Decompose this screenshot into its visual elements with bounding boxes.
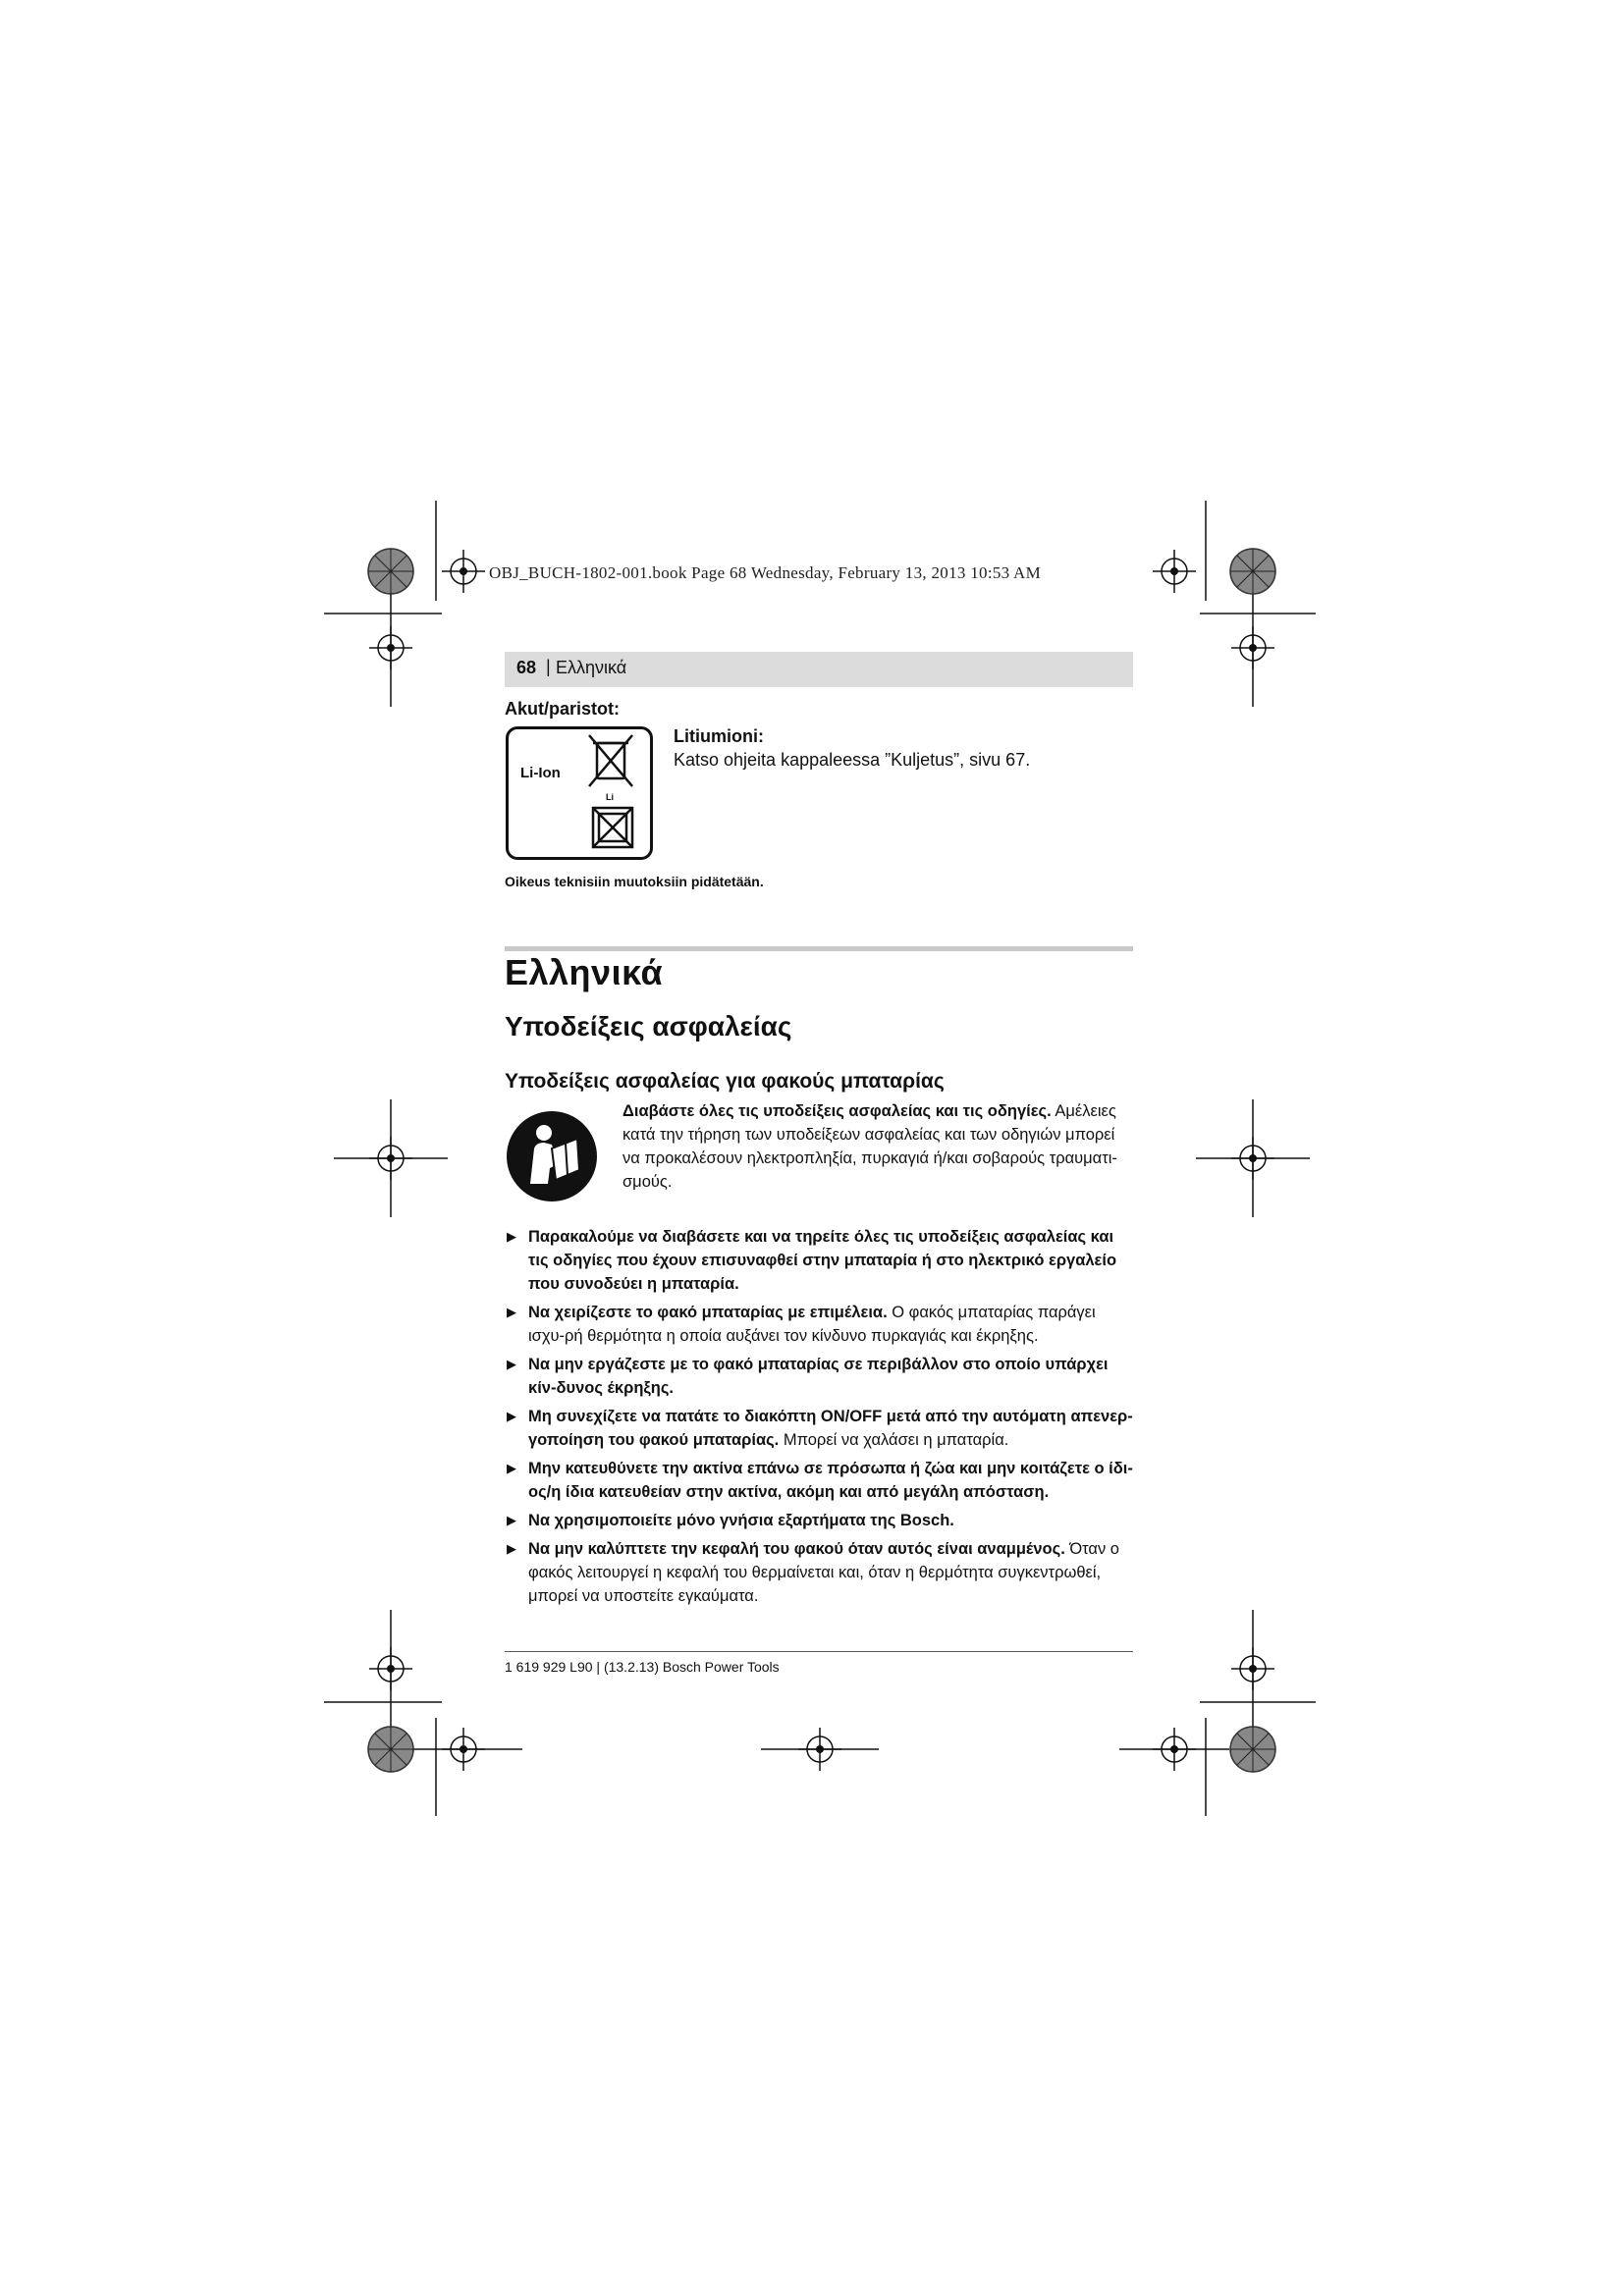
read-manual-icon <box>505 1109 599 1203</box>
rights-notice: Oikeus teknisiin muutoksiin pidätetään. <box>505 874 764 889</box>
bullet-arrow-icon: ▶ <box>507 1357 516 1371</box>
bullet-arrow-icon: ▶ <box>507 1409 516 1423</box>
bullet-arrow-icon: ▶ <box>507 1305 516 1319</box>
bullet-text: Όταν ο φακός λειτουργεί η κεφαλή του θερμαίνεται και, όταν η θερμότητα συγκεντρωθεί, μπορεί να υποστείτε εγκαύματα. <box>528 1540 1119 1605</box>
liion-recycling-icon <box>506 726 653 860</box>
print-header: OBJ_BUCH-1802-001.book Page 68 Wednesday, February 13, 2013 10:53 AM <box>489 563 1042 582</box>
read-instructions-text: Αμέλειες κατά την τήρηση των υποδείξεων ασφαλείας και των οδηγιών μπορεί να προκαλέσουν ηλεκτροπληξία, πυρκαγιά ή/και σοβαρούς τραυματι-σμούς. <box>623 1102 1117 1191</box>
bullet-item <box>505 1225 1133 1296</box>
bullet-arrow-icon: ▶ <box>507 1541 516 1556</box>
lithium-title: Litiumioni: <box>674 726 764 746</box>
bullet-bold: Να μην εργάζεστε με το φακό μπαταρίας σε περιβάλλον στο οποίο υπάρχει κίν-δυνος έκρηξης. <box>528 1356 1109 1397</box>
bullet-bold: Να χειρίζεστε το φακό μπαταρίας με επιμέλεια. <box>528 1304 888 1321</box>
bullet-item <box>505 1405 1133 1452</box>
safety-bullets <box>505 1225 1133 1613</box>
footer-rule <box>505 1651 1133 1652</box>
bullet-bold: Μην κατευθύνετε την ακτίνα επάνω σε πρόσωπα ή ζώα και μην κοιτάζετε ο ίδι-ος/η ίδια κατευθείαν στην ακτίνα, ακόμη και από μεγάλη απόσταση. <box>528 1460 1133 1501</box>
bullet-arrow-icon: ▶ <box>507 1461 516 1475</box>
header-language: Ελληνικά <box>556 658 627 677</box>
bullet-bold: Μη συνεχίζετε να πατάτε το διακόπτη ON/OFF μετά από την αυτόματη απενερ-γοποίηση του φακού μπαταρίας. <box>528 1408 1133 1449</box>
bullet-item <box>505 1509 1133 1532</box>
liion-label: Li-Ion <box>520 765 561 781</box>
page-header-bar <box>505 652 1133 687</box>
bullet-bold: Παρακαλούμε να διαβάσετε και να τηρείτε όλες τις υποδείξεις ασφαλείας και τις οδηγίες που έχουν επισυναφθεί στην μπαταρία ή στο ηλεκτρικό εργαλείο που συνοδεύει η μπαταρία. <box>528 1228 1117 1293</box>
bullet-text: Ο φακός μπαταρίας παράγει ισχυ-ρή θερμότητα η οποία αυξάνει τον κίνδυνο πυρκαγιάς και έκρηξης. <box>528 1304 1096 1345</box>
read-instructions-bold: Διαβάστε όλες τις υποδείξεις ασφαλείας και τις οδηγίες. <box>623 1102 1052 1120</box>
bullet-arrow-icon: ▶ <box>507 1513 516 1527</box>
bullet-item <box>505 1457 1133 1504</box>
bullet-text: Μπορεί να χαλάσει η μπαταρία. <box>783 1431 1009 1449</box>
bullet-bold: Να μην καλύπτετε την κεφαλή του φακού όταν αυτός είναι αναμμένος. <box>528 1540 1065 1558</box>
language-title: Ελληνικά <box>505 952 664 992</box>
bullet-item <box>505 1301 1133 1348</box>
bullet-item <box>505 1353 1133 1400</box>
safety-subheading: Υποδείξεις ασφαλείας για φακούς μπαταρίας <box>505 1070 945 1093</box>
batteries-title: Akut/paristot: <box>505 699 620 719</box>
header-separator: | <box>546 657 551 676</box>
bullet-arrow-icon: ▶ <box>507 1229 516 1244</box>
read-instructions-paragraph <box>623 1099 1133 1194</box>
bullet-item <box>505 1537 1133 1608</box>
safety-heading: Υποδείξεις ασφαλείας <box>505 1011 792 1041</box>
footer-text: 1 619 929 L90 | (13.2.13) Bosch Power Tools <box>505 1659 780 1675</box>
section-divider <box>505 946 1133 951</box>
crossed-bin-icon <box>509 729 656 863</box>
page-number: 68 <box>516 658 537 677</box>
lithium-text: Katso ohjeita kappaleessa ”Kuljetus”, sivu 67. <box>674 750 1031 770</box>
bullet-bold: Να χρησιμοποιείτε μόνο γνήσια εξαρτήματα της Bosch. <box>528 1512 954 1529</box>
li-small-label: Li <box>606 792 614 802</box>
